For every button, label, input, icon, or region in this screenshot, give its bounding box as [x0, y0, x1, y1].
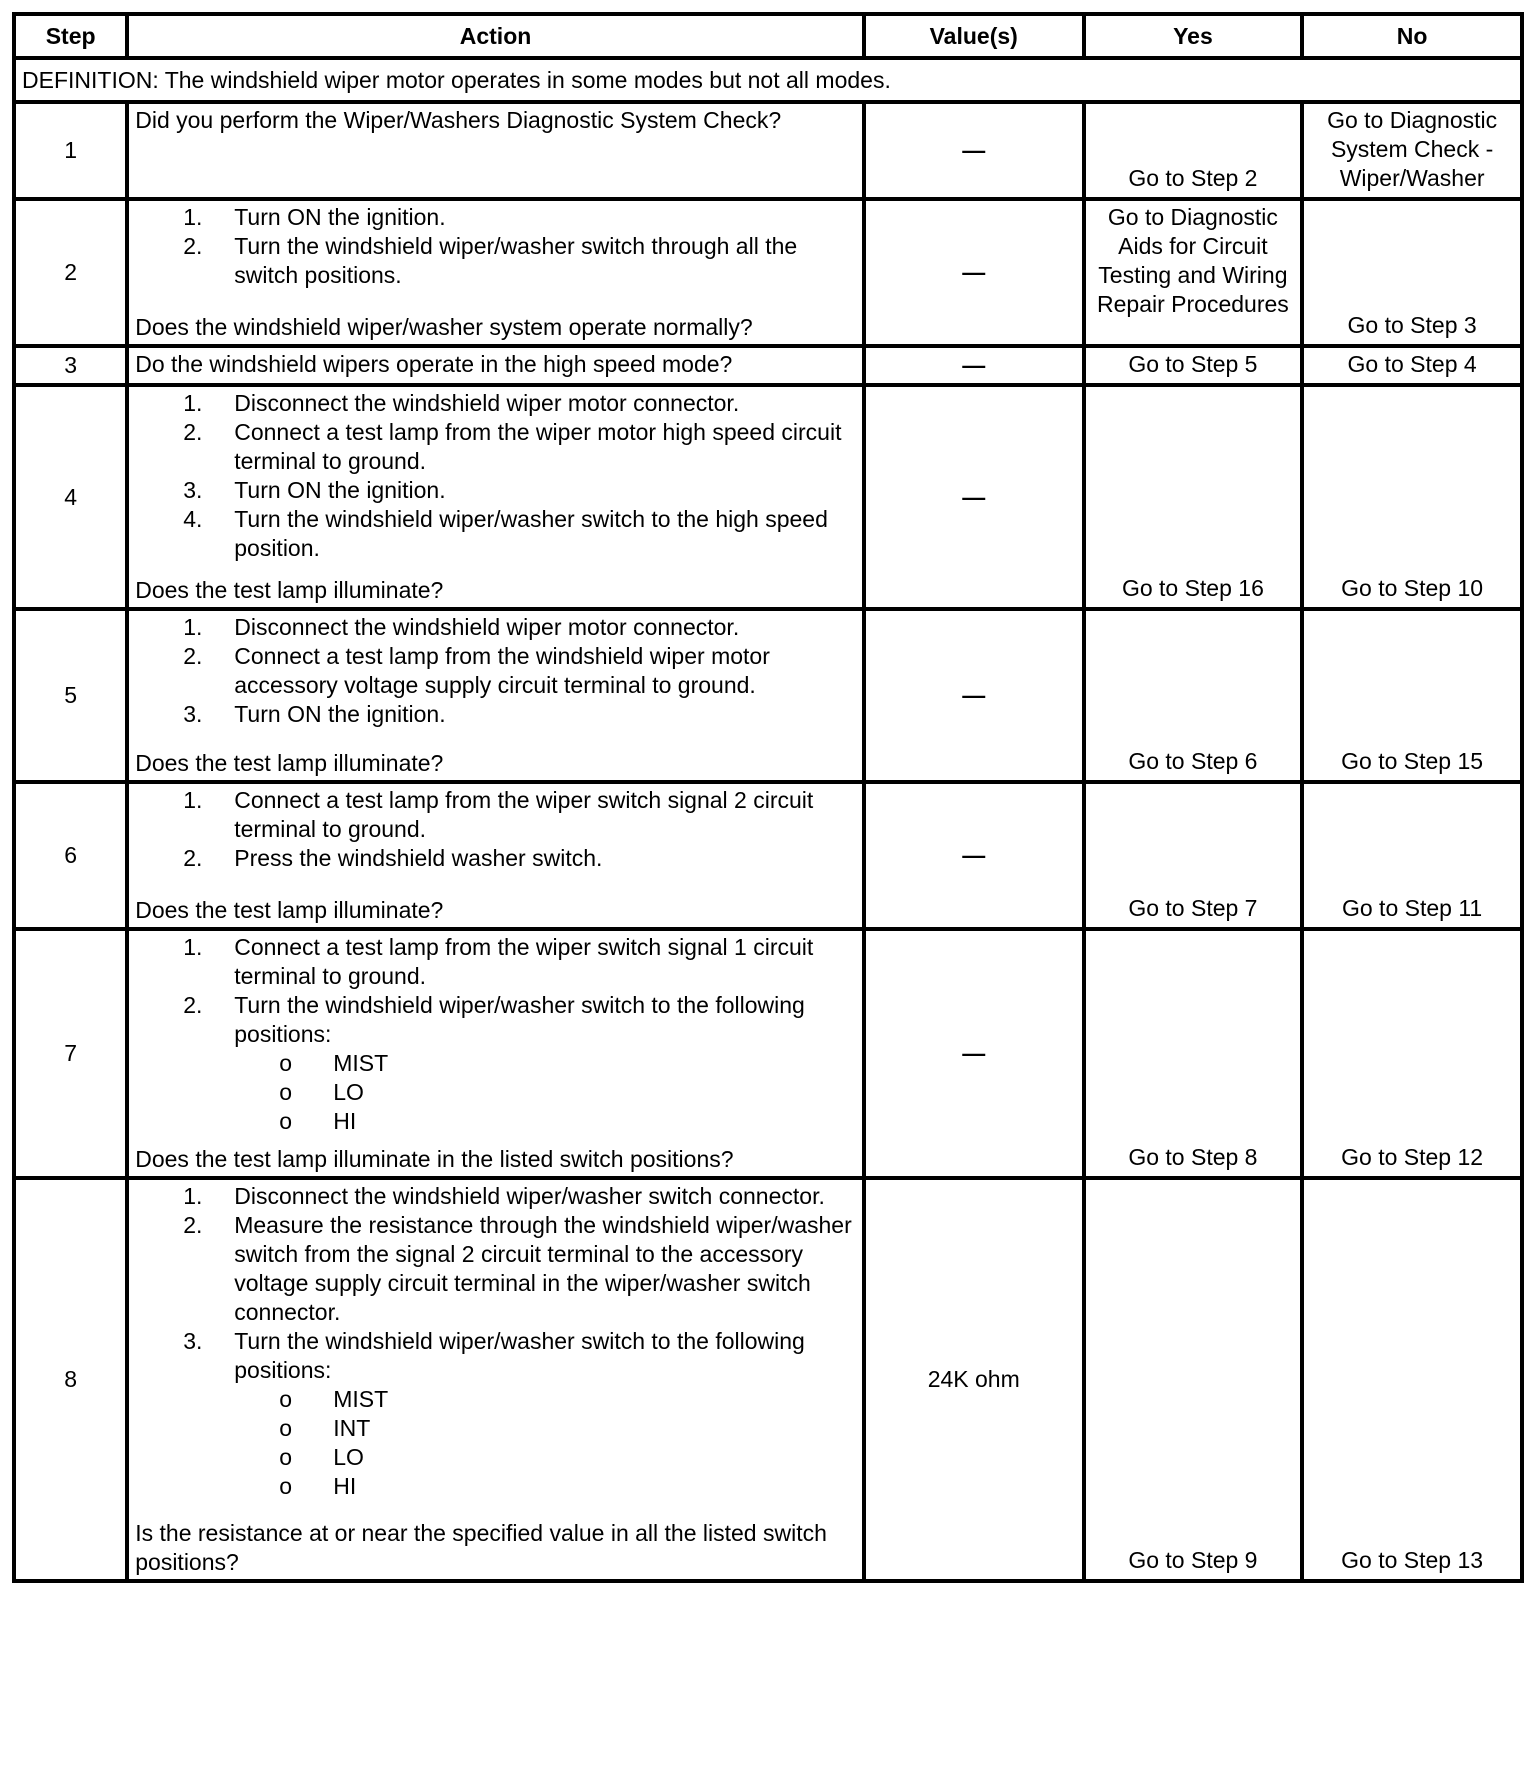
- step-item-number: 2.: [183, 845, 203, 871]
- action-content: [129, 201, 862, 344]
- circle-bullet-icon: o: [279, 1473, 293, 1499]
- step-item-number: 1.: [183, 787, 203, 813]
- circle-bullet-icon: o: [279, 1079, 293, 1105]
- action-cell: [127, 609, 864, 782]
- step-number: 6: [14, 782, 127, 929]
- step-item-text: Disconnect the windshield wiper motor connector.: [234, 614, 740, 640]
- values-header: Value(s): [864, 14, 1084, 58]
- step-number: 1: [14, 102, 127, 199]
- yes-result: Go to Step 2: [1084, 102, 1303, 199]
- step-item-text: Turn ON the ignition.: [234, 701, 446, 727]
- table-row: [14, 929, 1522, 1178]
- yes-header: Yes: [1084, 14, 1303, 58]
- action-cell: [127, 1178, 864, 1581]
- position-text: HI: [333, 1108, 357, 1134]
- action-content: [129, 1180, 862, 1579]
- table-row: [14, 346, 1522, 385]
- value-cell: —: [864, 346, 1084, 385]
- step-item: [135, 991, 858, 1049]
- action-question: Do the windshield wipers operate in the high speed mode?: [135, 350, 733, 377]
- step-item-number: 3.: [183, 701, 203, 727]
- step-item-text: Turn the windshield wiper/washer switch to the high speed position.: [234, 506, 828, 561]
- action-steps: [135, 613, 858, 729]
- circle-bullet-icon: o: [279, 1050, 293, 1076]
- yes-result: Go to Step 8: [1084, 929, 1303, 1178]
- yes-result: Go to Step 9: [1084, 1178, 1303, 1581]
- no-result: Go to Step 3: [1302, 199, 1522, 346]
- value-cell: —: [864, 102, 1084, 199]
- yes-result: Go to Diagnostic Aids for Circuit Testing and Wiring Repair Procedures: [1084, 199, 1303, 346]
- action-question: Does the test lamp illuminate?: [135, 577, 444, 603]
- step-item: [135, 232, 858, 290]
- step-item-number: 3.: [183, 477, 203, 503]
- step-number: 5: [14, 609, 127, 782]
- step-item: [135, 476, 858, 505]
- position-item: [234, 1049, 858, 1078]
- step-item-number: 4.: [183, 506, 203, 532]
- position-item: [234, 1472, 858, 1501]
- position-item: [234, 1385, 858, 1414]
- value-cell: —: [864, 609, 1084, 782]
- no-result: Go to Step 10: [1302, 385, 1522, 609]
- value-cell: 24K ohm: [864, 1178, 1084, 1581]
- action-content: [129, 611, 862, 780]
- no-header: No: [1302, 14, 1522, 58]
- step-item-number: 2.: [183, 643, 203, 669]
- action-question: Is the resistance at or near the specified value in all the listed switch positions?: [135, 1520, 827, 1575]
- step-number: 7: [14, 929, 127, 1178]
- step-item: [135, 418, 858, 476]
- table-row: [14, 102, 1522, 199]
- step-item: [135, 844, 858, 873]
- step-item-number: 1.: [183, 204, 203, 230]
- step-item-text: Connect a test lamp from the wiper switch signal 2 circuit terminal to ground.: [234, 787, 814, 842]
- step-number: 3: [14, 346, 127, 385]
- action-content: [129, 931, 862, 1176]
- step-item: [135, 1211, 858, 1327]
- position-item: [234, 1078, 858, 1107]
- action-cell: [127, 102, 864, 199]
- step-item: [135, 933, 858, 991]
- numbered-steps: [135, 933, 858, 1049]
- circle-bullet-icon: o: [279, 1386, 293, 1412]
- action-header: Action: [127, 14, 864, 58]
- action-question: Does the windshield wiper/washer system operate normally?: [135, 314, 753, 340]
- step-item: [135, 642, 858, 700]
- yes-result: Go to Step 5: [1084, 346, 1303, 385]
- numbered-steps: [135, 786, 858, 873]
- step-item-text: Turn the windshield wiper/washer switch to the following positions:: [234, 1328, 805, 1383]
- no-result: Go to Step 13: [1302, 1178, 1522, 1581]
- position-text: MIST: [333, 1050, 389, 1076]
- step-item: [135, 203, 858, 232]
- numbered-steps: [135, 389, 858, 563]
- position-list: [234, 1385, 858, 1501]
- table-row: [14, 1178, 1522, 1581]
- action-cell: [127, 385, 864, 609]
- step-item: [135, 1327, 858, 1385]
- value-cell: —: [864, 385, 1084, 609]
- table-row: [14, 385, 1522, 609]
- value-cell: —: [864, 929, 1084, 1178]
- numbered-steps: [135, 1182, 858, 1385]
- step-header: Step: [14, 14, 127, 58]
- step-item-text: Measure the resistance through the windshield wiper/washer switch from the signal 2 circuit terminal to the accessory voltage supply circuit terminal in the wiper/washer switch connector.: [234, 1212, 852, 1325]
- position-text: INT: [333, 1415, 371, 1441]
- position-item: [234, 1107, 858, 1136]
- step-item-text: Turn the windshield wiper/washer switch through all the switch positions.: [234, 233, 798, 288]
- step-item: [135, 613, 858, 642]
- step-number: 4: [14, 385, 127, 609]
- step-item-number: 3.: [183, 1328, 203, 1354]
- step-item: [135, 389, 858, 418]
- header-row: [14, 14, 1522, 58]
- numbered-steps: [135, 613, 858, 729]
- position-text: HI: [333, 1473, 357, 1499]
- action-content: [129, 348, 862, 380]
- action-question: Does the test lamp illuminate?: [135, 750, 444, 776]
- step-item-number: 2.: [183, 419, 203, 445]
- action-content: [129, 784, 862, 927]
- step-item-number: 1.: [183, 390, 203, 416]
- numbered-steps: [135, 203, 858, 290]
- step-item: [135, 786, 858, 844]
- action-question: Did you perform the Wiper/Washers Diagnostic System Check?: [135, 107, 782, 133]
- action-steps: [135, 203, 858, 290]
- action-cell: [127, 346, 864, 385]
- value-cell: —: [864, 199, 1084, 346]
- action-question: Does the test lamp illuminate in the listed switch positions?: [135, 1146, 734, 1172]
- action-content: [129, 387, 862, 607]
- circle-bullet-icon: o: [279, 1444, 293, 1470]
- no-result: Go to Diagnostic System Check - Wiper/Washer: [1302, 102, 1522, 199]
- action-content: [129, 104, 862, 184]
- position-item: [234, 1443, 858, 1472]
- yes-result: Go to Step 7: [1084, 782, 1303, 929]
- step-item-text: Disconnect the windshield wiper/washer switch connector.: [234, 1183, 825, 1209]
- step-item: [135, 505, 858, 563]
- diagnostic-table: [12, 12, 1524, 1583]
- step-item-text: Connect a test lamp from the wiper motor high speed circuit terminal to ground.: [234, 419, 842, 474]
- step-number: 2: [14, 199, 127, 346]
- yes-result: Go to Step 16: [1084, 385, 1303, 609]
- definition-row: [14, 58, 1522, 102]
- action-question: Does the test lamp illuminate?: [135, 897, 444, 923]
- yes-result: Go to Step 6: [1084, 609, 1303, 782]
- table-row: [14, 782, 1522, 929]
- action-cell: [127, 199, 864, 346]
- step-item-text: Disconnect the windshield wiper motor connector.: [234, 390, 740, 416]
- step-item-text: Turn the windshield wiper/washer switch to the following positions:: [234, 992, 805, 1047]
- action-steps: [135, 1182, 858, 1501]
- action-steps: [135, 389, 858, 563]
- position-text: LO: [333, 1079, 364, 1105]
- position-list: [234, 1049, 858, 1136]
- definition-text: DEFINITION: The windshield wiper motor operates in some modes but not all modes.: [14, 58, 1522, 102]
- step-item-number: 2.: [183, 1212, 203, 1238]
- circle-bullet-icon: o: [279, 1415, 293, 1441]
- step-item-number: 1.: [183, 614, 203, 640]
- step-item-text: Turn ON the ignition.: [234, 204, 446, 230]
- step-item-text: Connect a test lamp from the windshield wiper motor accessory voltage supply circuit terminal to ground.: [234, 643, 770, 698]
- no-result: Go to Step 4: [1302, 346, 1522, 385]
- table-row: [14, 609, 1522, 782]
- step-item-number: 1.: [183, 1183, 203, 1209]
- position-text: MIST: [333, 1386, 389, 1412]
- step-item: [135, 1182, 858, 1211]
- step-item-text: Connect a test lamp from the wiper switch signal 1 circuit terminal to ground.: [234, 934, 814, 989]
- step-item-text: Turn ON the ignition.: [234, 477, 446, 503]
- no-result: Go to Step 12: [1302, 929, 1522, 1178]
- step-number: 8: [14, 1178, 127, 1581]
- step-item-number: 1.: [183, 934, 203, 960]
- action-steps: [135, 786, 858, 873]
- circle-bullet-icon: o: [279, 1108, 293, 1134]
- step-item: [135, 700, 858, 729]
- position-item: [234, 1414, 858, 1443]
- no-result: Go to Step 11: [1302, 782, 1522, 929]
- step-item-text: Press the windshield washer switch.: [234, 845, 603, 871]
- no-result: Go to Step 15: [1302, 609, 1522, 782]
- action-cell: [127, 782, 864, 929]
- value-cell: —: [864, 782, 1084, 929]
- step-item-number: 2.: [183, 992, 203, 1018]
- step-item-number: 2.: [183, 233, 203, 259]
- table-row: [14, 199, 1522, 346]
- position-text: LO: [333, 1444, 364, 1470]
- action-cell: [127, 929, 864, 1178]
- action-steps: [135, 933, 858, 1136]
